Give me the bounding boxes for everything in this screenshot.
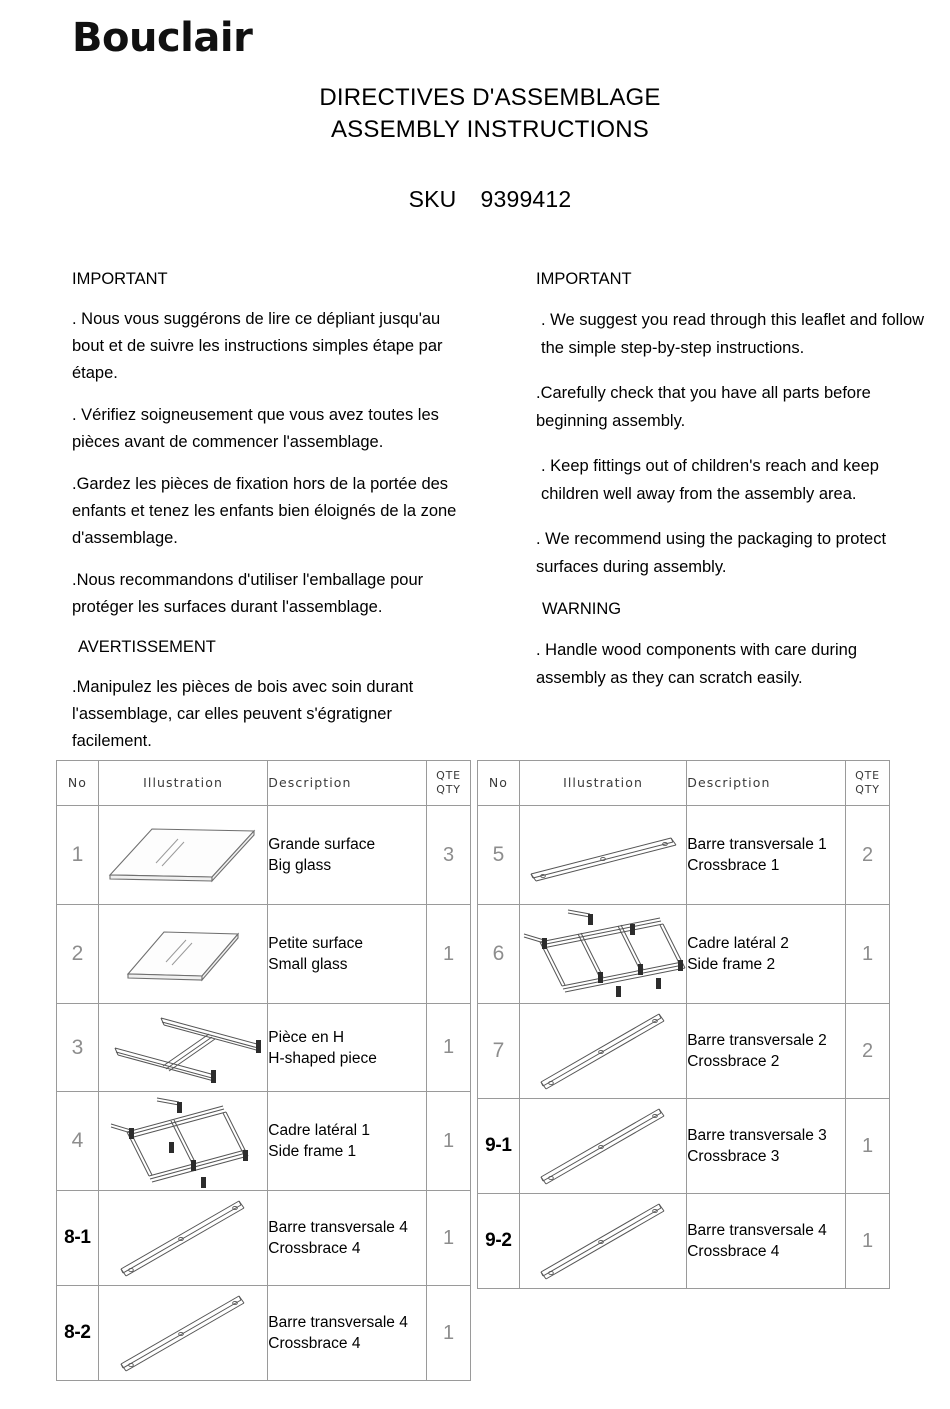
instructions-column-french bbox=[72, 268, 472, 770]
part-description-en: Crossbrace 4 bbox=[687, 1243, 780, 1260]
part-quantity-cell bbox=[427, 905, 471, 1004]
part-number: 1 bbox=[71, 843, 84, 866]
table-row bbox=[478, 806, 890, 905]
part-description-fr: Petite surface bbox=[268, 935, 364, 952]
parts-table-right bbox=[477, 760, 890, 1289]
brand-logo: Bouclair bbox=[72, 15, 253, 61]
header-cell-no bbox=[478, 761, 520, 806]
part-description-en: H-shaped piece bbox=[268, 1049, 377, 1067]
part-description-en: Crossbrace 4 bbox=[268, 1240, 361, 1257]
part-description-fr: Cadre latéral 1 bbox=[268, 1122, 370, 1139]
part-illustration-cell bbox=[519, 1099, 686, 1194]
instruction-paragraph-fr-5: .Manipulez les pièces de bois avec soin durant l'assemblage, car elles peuvent s'égratigner facilement. bbox=[72, 678, 414, 750]
part-quantity: 3 bbox=[442, 843, 455, 866]
part-quantity: 2 bbox=[861, 1039, 874, 1062]
part-quantity-cell bbox=[846, 1099, 890, 1194]
table-row bbox=[57, 806, 471, 905]
header-label-description: Description bbox=[268, 775, 352, 790]
parts-table-left bbox=[56, 760, 471, 1381]
part-description-en: Side frame 1 bbox=[268, 1143, 357, 1160]
part-description-en: Crossbrace 3 bbox=[687, 1148, 780, 1165]
part-description-cell bbox=[687, 1099, 846, 1194]
table-row bbox=[57, 1286, 471, 1381]
part-description-cell bbox=[687, 1194, 846, 1289]
part-description-cell bbox=[687, 905, 846, 1004]
part-quantity-cell bbox=[427, 1004, 471, 1092]
part-quantity-cell bbox=[427, 806, 471, 905]
part-quantity: 1 bbox=[442, 1036, 455, 1058]
part-description-cell bbox=[687, 806, 846, 905]
sku-value: 9399412 bbox=[480, 186, 572, 212]
part-number: 5 bbox=[492, 843, 505, 866]
part-description-cell bbox=[268, 1286, 427, 1381]
instruction-paragraph-en-2: .Carefully check that you have all parts before beginning assembly. bbox=[536, 384, 871, 430]
part-illustration-cell bbox=[98, 1286, 267, 1381]
part-description-fr: Barre transversale 4 bbox=[268, 1219, 408, 1236]
table-row bbox=[57, 905, 471, 1004]
header-label-qte: QTE bbox=[855, 769, 880, 782]
header-label-illustration: Illustration bbox=[143, 775, 224, 790]
part-illustration-cell bbox=[519, 1004, 686, 1099]
part-number-cell bbox=[57, 1191, 99, 1286]
part-quantity: 1 bbox=[861, 1134, 874, 1157]
part-quantity: 1 bbox=[861, 1229, 874, 1252]
part-description-en: Big glass bbox=[268, 857, 332, 874]
header-label-qty: QTY bbox=[436, 783, 461, 796]
part-illustration-cell bbox=[519, 806, 686, 905]
part-number-cell bbox=[478, 1099, 520, 1194]
crossbrace-1-icon bbox=[523, 812, 683, 898]
warning-heading-fr: AVERTISSEMENT bbox=[78, 638, 216, 656]
part-number: 6 bbox=[492, 942, 505, 965]
h-shaped-piece-icon bbox=[99, 1008, 269, 1088]
part-description-fr: Pièce en H bbox=[268, 1028, 345, 1046]
instruction-paragraph-fr-1: . Nous vous suggérons de lire ce dépliant jusqu'au bout et de suivre les instructions simples étape par étape. bbox=[72, 310, 443, 382]
document-title-block bbox=[0, 82, 950, 146]
header-label-no: No bbox=[488, 775, 509, 790]
table-header-row bbox=[478, 761, 890, 806]
part-number: 9-1 bbox=[485, 1135, 512, 1156]
part-number: 8-1 bbox=[64, 1227, 91, 1248]
part-quantity: 2 bbox=[861, 843, 874, 866]
header-cell-description bbox=[268, 761, 427, 806]
part-number-cell bbox=[478, 905, 520, 1004]
header-cell-description bbox=[687, 761, 846, 806]
instruction-paragraph-en-1: . We suggest you read through this leaflet and follow the simple step-by-step instructions. bbox=[541, 311, 925, 357]
part-quantity-cell bbox=[846, 905, 890, 1004]
part-illustration-cell bbox=[519, 1194, 686, 1289]
part-description-cell bbox=[268, 905, 427, 1004]
sku-line bbox=[0, 186, 950, 213]
instructions-column-english bbox=[536, 268, 926, 709]
part-number: 3 bbox=[71, 1035, 84, 1059]
part-description-cell bbox=[268, 1191, 427, 1286]
part-quantity-cell bbox=[427, 1286, 471, 1381]
side-frame-2-icon bbox=[520, 906, 692, 1002]
part-quantity: 1 bbox=[442, 1129, 455, 1152]
part-quantity: 1 bbox=[442, 942, 455, 965]
part-illustration-cell bbox=[98, 1004, 267, 1092]
crossbrace-4-icon bbox=[107, 1286, 259, 1380]
part-quantity-cell bbox=[846, 806, 890, 905]
table-header-row bbox=[57, 761, 471, 806]
part-description-fr: Barre transversale 2 bbox=[687, 1032, 827, 1049]
part-number: 8-2 bbox=[64, 1322, 91, 1343]
document-title-fr: DIRECTIVES D'ASSEMBLAGE bbox=[319, 84, 661, 111]
part-description-en: Small glass bbox=[268, 956, 348, 973]
part-description-cell bbox=[268, 1004, 427, 1092]
part-description-en: Crossbrace 4 bbox=[268, 1335, 361, 1352]
table-row bbox=[57, 1004, 471, 1092]
part-quantity: 1 bbox=[442, 1226, 455, 1249]
part-description-fr: Barre transversale 3 bbox=[687, 1127, 827, 1144]
part-description-cell bbox=[268, 806, 427, 905]
part-description-cell bbox=[687, 1004, 846, 1099]
header-label-qte: QTE bbox=[436, 769, 461, 782]
table-row bbox=[478, 1004, 890, 1099]
instruction-paragraph-fr-3: .Gardez les pièces de fixation hors de la portée des enfants et tenez les enfants bien éloignés de la zone d'assemblage. bbox=[72, 475, 457, 547]
part-illustration-cell bbox=[98, 905, 267, 1004]
part-description-en: Side frame 2 bbox=[687, 956, 776, 973]
part-number-cell bbox=[57, 1004, 99, 1092]
part-illustration-cell bbox=[98, 806, 267, 905]
part-number-cell bbox=[57, 806, 99, 905]
part-quantity-cell bbox=[846, 1194, 890, 1289]
instruction-paragraph-fr-4: .Nous recommandons d'utiliser l'emballage pour protéger les surfaces durant l'assemblage. bbox=[72, 571, 424, 616]
table-row bbox=[478, 1099, 890, 1194]
header-label-illustration: Illustration bbox=[563, 775, 643, 790]
part-number-cell bbox=[478, 1004, 520, 1099]
header-label-no: No bbox=[67, 775, 88, 790]
header-label-description: Description bbox=[687, 775, 771, 790]
crossbrace-4-icon bbox=[527, 1194, 679, 1288]
part-quantity: 1 bbox=[442, 1321, 455, 1344]
part-number: 2 bbox=[71, 942, 84, 965]
part-description-fr: Grande surface bbox=[268, 836, 376, 853]
part-illustration-cell bbox=[98, 1191, 267, 1286]
part-description-fr: Barre transversale 4 bbox=[268, 1314, 408, 1331]
crossbrace-3-icon bbox=[527, 1099, 679, 1193]
header-cell-no bbox=[57, 761, 99, 806]
part-number-cell bbox=[478, 1194, 520, 1289]
part-number-cell bbox=[57, 905, 99, 1004]
part-number-cell bbox=[57, 1286, 99, 1381]
header-cell-illustration bbox=[98, 761, 267, 806]
table-row bbox=[57, 1191, 471, 1286]
part-description-en: Crossbrace 1 bbox=[687, 857, 780, 874]
part-quantity-cell bbox=[846, 1004, 890, 1099]
part-description-fr: Barre transversale 1 bbox=[687, 836, 827, 853]
instruction-paragraph-en-4: . We recommend using the packaging to protect surfaces during assembly. bbox=[536, 530, 887, 576]
part-description-fr: Barre transversale 4 bbox=[687, 1222, 827, 1239]
part-quantity-cell bbox=[427, 1092, 471, 1191]
part-illustration-cell bbox=[519, 905, 686, 1004]
part-description-fr: Cadre latéral 2 bbox=[687, 935, 789, 952]
header-cell-qty bbox=[427, 761, 471, 806]
instruction-paragraph-en-3: . Keep fittings out of children's reach and keep children well away from the assembly area. bbox=[541, 457, 879, 503]
header-label-qty: QTY bbox=[855, 783, 880, 796]
part-number: 9-2 bbox=[485, 1230, 512, 1251]
part-number: 7 bbox=[492, 1039, 505, 1062]
glass-panel-small-icon bbox=[104, 918, 262, 990]
part-description-cell bbox=[268, 1092, 427, 1191]
important-heading-fr: IMPORTANT bbox=[72, 270, 168, 288]
part-description-en: Crossbrace 2 bbox=[687, 1053, 780, 1070]
table-row bbox=[57, 1092, 471, 1191]
part-number: 4 bbox=[71, 1129, 84, 1152]
part-quantity-cell bbox=[427, 1191, 471, 1286]
crossbrace-4-icon bbox=[107, 1191, 259, 1285]
part-number-cell bbox=[57, 1092, 99, 1191]
table-row bbox=[478, 1194, 890, 1289]
instruction-paragraph-fr-2: . Vérifiez soigneusement que vous avez toutes les pièces avant de commencer l'assemblage. bbox=[72, 406, 439, 451]
side-frame-1-icon bbox=[105, 1092, 261, 1190]
warning-heading-en: WARNING bbox=[542, 600, 622, 618]
header-cell-qty bbox=[846, 761, 890, 806]
glass-panel-large-icon bbox=[104, 819, 262, 891]
document-title-en: ASSEMBLY INSTRUCTIONS bbox=[330, 116, 650, 143]
part-number-cell bbox=[478, 806, 520, 905]
important-heading-en: IMPORTANT bbox=[536, 270, 632, 288]
crossbrace-2-icon bbox=[527, 1004, 679, 1098]
sku-label: SKU bbox=[408, 186, 457, 212]
table-row bbox=[478, 905, 890, 1004]
part-quantity: 1 bbox=[861, 942, 874, 965]
header-cell-illustration bbox=[519, 761, 686, 806]
part-illustration-cell bbox=[98, 1092, 267, 1191]
instruction-paragraph-en-5: . Handle wood components with care during assembly as they can scratch easily. bbox=[536, 641, 858, 687]
